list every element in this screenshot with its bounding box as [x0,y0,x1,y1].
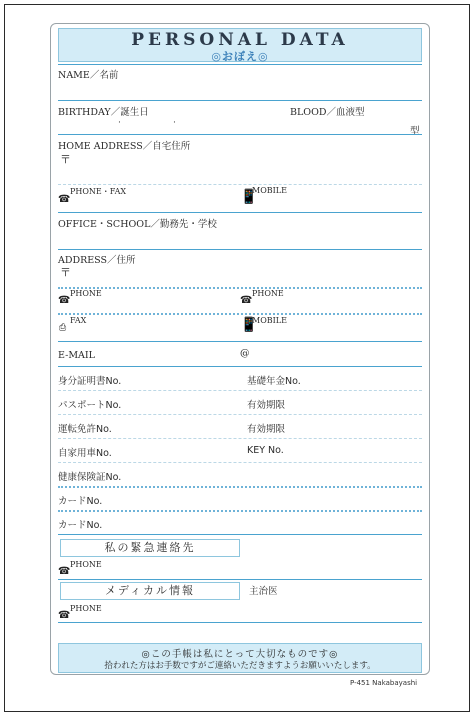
office-label: OFFICE・SCHOOL／勤務先・学校 [58,219,217,230]
medical-phone-label: PHONE [70,604,102,613]
form-subtitle: ◎おぼえ◎ [211,50,269,63]
expiry-label: 有効期限 [247,400,286,411]
expiry-label-2: 有効期限 [247,424,286,435]
telephone-icon: ☎ [58,295,71,306]
mobile-phone-icon: 📱 [240,317,258,333]
phone-label: PHONE [70,289,102,298]
passport-no-label: パスポートNo. [58,400,122,411]
dotted-rule [58,313,422,315]
rule [58,341,422,342]
fax-icon: ⎙ [59,323,67,333]
rule [58,534,422,535]
mobile-label: MOBILE [252,186,287,195]
at-mark: @ [240,348,250,359]
license-no-label: 運転免許No. [58,424,112,435]
insurance-no-label: 健康保険証No. [58,472,122,483]
rule [58,64,422,65]
dashed-rule [58,414,422,415]
home-address-label: HOME ADDRESS／自宅住所 [58,141,191,152]
dashed-rule [58,438,422,439]
dotted-rule [58,287,422,289]
telephone-icon: ☎ [58,610,71,621]
rule [58,100,422,101]
notice-line-2: 拾われた方はお手数ですがご連絡いただきますようお願いいたします。 [104,661,376,671]
medical-info-heading: メディカル情報 [60,582,240,600]
dashed-rule [58,184,422,185]
mobile-label-2: MOBILE [252,316,287,325]
rule [58,622,422,623]
emergency-phone-label: PHONE [70,560,102,569]
postal-mark: 〒 [60,266,71,279]
name-label: NAME／名前 [58,70,119,81]
key-no-label: KEY No. [247,445,284,456]
telephone-icon: ☎ [240,295,253,306]
rule [58,134,422,135]
emergency-contact-heading: 私の緊急連絡先 [60,539,240,557]
phone-label-2: PHONE [252,289,284,298]
email-label: E-MAIL [58,350,95,361]
postal-mark: 〒 [60,153,71,166]
fax-label: FAX [70,316,87,325]
telephone-icon: ☎ [58,566,71,577]
rule [58,579,422,580]
form-title: PERSONAL DATA [131,30,349,50]
card-no-label-2: カードNo. [58,520,103,531]
dashed-rule [58,462,422,463]
id-no-label: 身分証明書No. [58,376,122,387]
date-separator: · [118,118,121,128]
mobile-phone-icon: 📱 [240,189,258,205]
telephone-icon: ☎ [58,194,71,205]
doctor-label: 主治医 [249,586,278,597]
address-label: ADDRESS／住所 [58,255,136,266]
car-no-label: 自家用車No. [58,448,112,459]
blood-label: BLOOD／血液型 [290,107,365,118]
dotted-rule [58,510,422,512]
rule [58,366,422,367]
date-separator: · [173,118,176,128]
rule [58,212,422,213]
card-no-label: カードNo. [58,496,103,507]
notice-line-1: ◎この手帳は私にとって大切なものです◎ [141,649,339,660]
rule [58,249,422,250]
birthday-label: BIRTHDAY／誕生日 [58,107,149,118]
product-code: P-451 Nakabayashi [350,679,418,687]
blood-suffix: 型 [410,126,420,137]
dashed-rule [58,390,422,391]
phone-fax-label: PHONE・FAX [70,187,127,196]
pension-no-label: 基礎年金No. [247,376,301,387]
dotted-rule [58,486,422,488]
